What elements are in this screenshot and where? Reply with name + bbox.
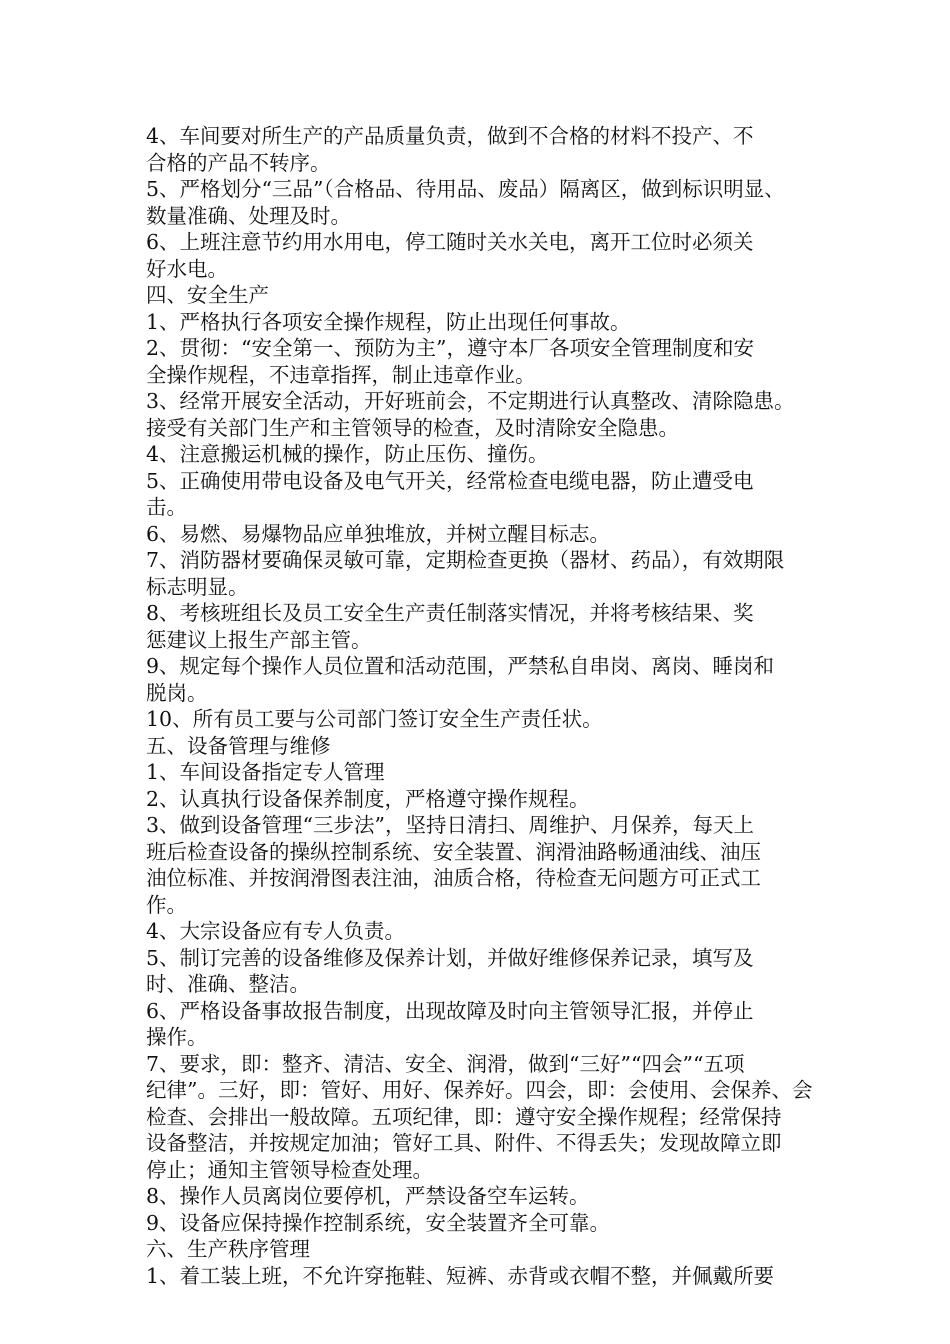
text-line: 7、要求，即：整齐、清洁、安全、润滑，做到“三好”“四会”“五项 bbox=[146, 1051, 745, 1076]
text-line: 5、严格划分“三品”（合格品、待用品、废品）隔离区，做到标识明显、 bbox=[146, 177, 785, 201]
text-line: 8、操作人员离岗位要停机，严禁设备空车运转。 bbox=[146, 1184, 590, 1208]
text-line: 时、准确、整洁。 bbox=[146, 972, 310, 996]
text-line: 合格的产品不转序。 bbox=[146, 150, 331, 175]
text-line: 4、车间要对所生产的产品质量负责，做到不合格的材料不投产、不 bbox=[146, 124, 754, 148]
text-line: 惩建议上报生产部主管。 bbox=[146, 627, 372, 652]
text-line: 好水电。 bbox=[146, 256, 228, 281]
text-line: 9、规定每个操作人员位置和活动范围，严禁私自串岗、离岗、睡岗和 bbox=[146, 654, 775, 678]
text-line: 全操作规程，不违章指挥，制止违章作业。 bbox=[146, 362, 536, 387]
text-line: 5、正确使用带电设备及电气开关，经常检查电缆电器，防止遭受电 bbox=[146, 468, 754, 493]
text-line: 脱岗。 bbox=[146, 680, 208, 705]
text-line: 2、认真执行设备保养制度，严格遵守操作规程。 bbox=[146, 786, 590, 811]
text-line: 5、制订完善的设备维修及保养计划，并做好维修保养记录，填写及 bbox=[146, 945, 754, 970]
text-line: 4、注意搬运机械的操作，防止压伤、撞伤。 bbox=[146, 442, 549, 466]
text-line: 3、经常开展安全活动，开好班前会，不定期进行认真整改、清除隐患。 bbox=[146, 389, 795, 413]
text-line: 9、设备应保持操作控制系统，安全装置齐全可靠。 bbox=[146, 1210, 611, 1235]
text-line: 6、上班注意节约用水用电，停工随时关水关电，离开工位时必须关 bbox=[146, 230, 754, 254]
text-line: 五、设备管理与维修 bbox=[146, 733, 331, 758]
text-line: 8、考核班组长及员工安全生产责任制落实情况，并将考核结果、奖 bbox=[146, 601, 754, 625]
text-line: 3、做到设备管理“三步法”，坚持日清扫、周维护、月保养，每天上 bbox=[146, 813, 755, 837]
text-line: 纪律”。三好，即：管好、用好、保养好。四会，即：会使用、会保养、会 bbox=[146, 1078, 813, 1102]
text-line: 设备整洁，并按规定加油；管好工具、附件、不得丢失；发现故障立即 bbox=[146, 1131, 782, 1155]
text-line: 停止；通知主管领导检查处理。 bbox=[146, 1157, 433, 1182]
text-line: 2、贯彻：“安全第一、预防为主”，遵守本厂各项安全管理制度和安 bbox=[146, 336, 755, 360]
text-line: 班后检查设备的操纵控制系统、安全装置、润滑油路畅通油线、油压 bbox=[146, 839, 761, 864]
text-line: 10、所有员工要与公司部门签订安全生产责任状。 bbox=[146, 707, 603, 731]
text-line: 标志明显。 bbox=[146, 574, 249, 599]
document-body bbox=[146, 123, 826, 1289]
text-line: 击。 bbox=[146, 495, 187, 519]
text-line: 作。 bbox=[146, 892, 187, 917]
text-line: 操作。 bbox=[146, 1025, 208, 1049]
text-line: 油位标准、并按润滑图表注油，油质合格，待检查无问题方可正式工 bbox=[146, 866, 761, 890]
text-line: 6、易燃、易爆物品应单独堆放，并树立醒目标志。 bbox=[146, 521, 611, 546]
text-line: 1、着工装上班，不允许穿拖鞋、短裤、赤背或衣帽不整，并佩戴所要 bbox=[146, 1263, 775, 1288]
text-line: 六、生产秩序管理 bbox=[146, 1237, 310, 1261]
text-line: 接受有关部门生产和主管领导的检查，及时清除安全隐患。 bbox=[146, 415, 679, 440]
text-line: 检查、会排出一般故障。五项纪律，即：遵守安全操作规程；经常保持 bbox=[146, 1104, 782, 1129]
text-line: 7、消防器材要确保灵敏可靠，定期检查更换（器材、药品），有效期限 bbox=[146, 548, 785, 572]
text-line: 4、大宗设备应有专人负责。 bbox=[146, 919, 406, 943]
text-line: 1、严格执行各项安全操作规程，防止出现任何事故。 bbox=[146, 309, 631, 334]
text-line: 数量准确、处理及时。 bbox=[146, 203, 351, 228]
text-line: 6、严格设备事故报告制度，出现故障及时向主管领导汇报，并停止 bbox=[146, 998, 754, 1023]
text-line: 四、安全生产 bbox=[146, 283, 269, 307]
text-line: 1、车间设备指定专人管理 bbox=[146, 760, 385, 784]
